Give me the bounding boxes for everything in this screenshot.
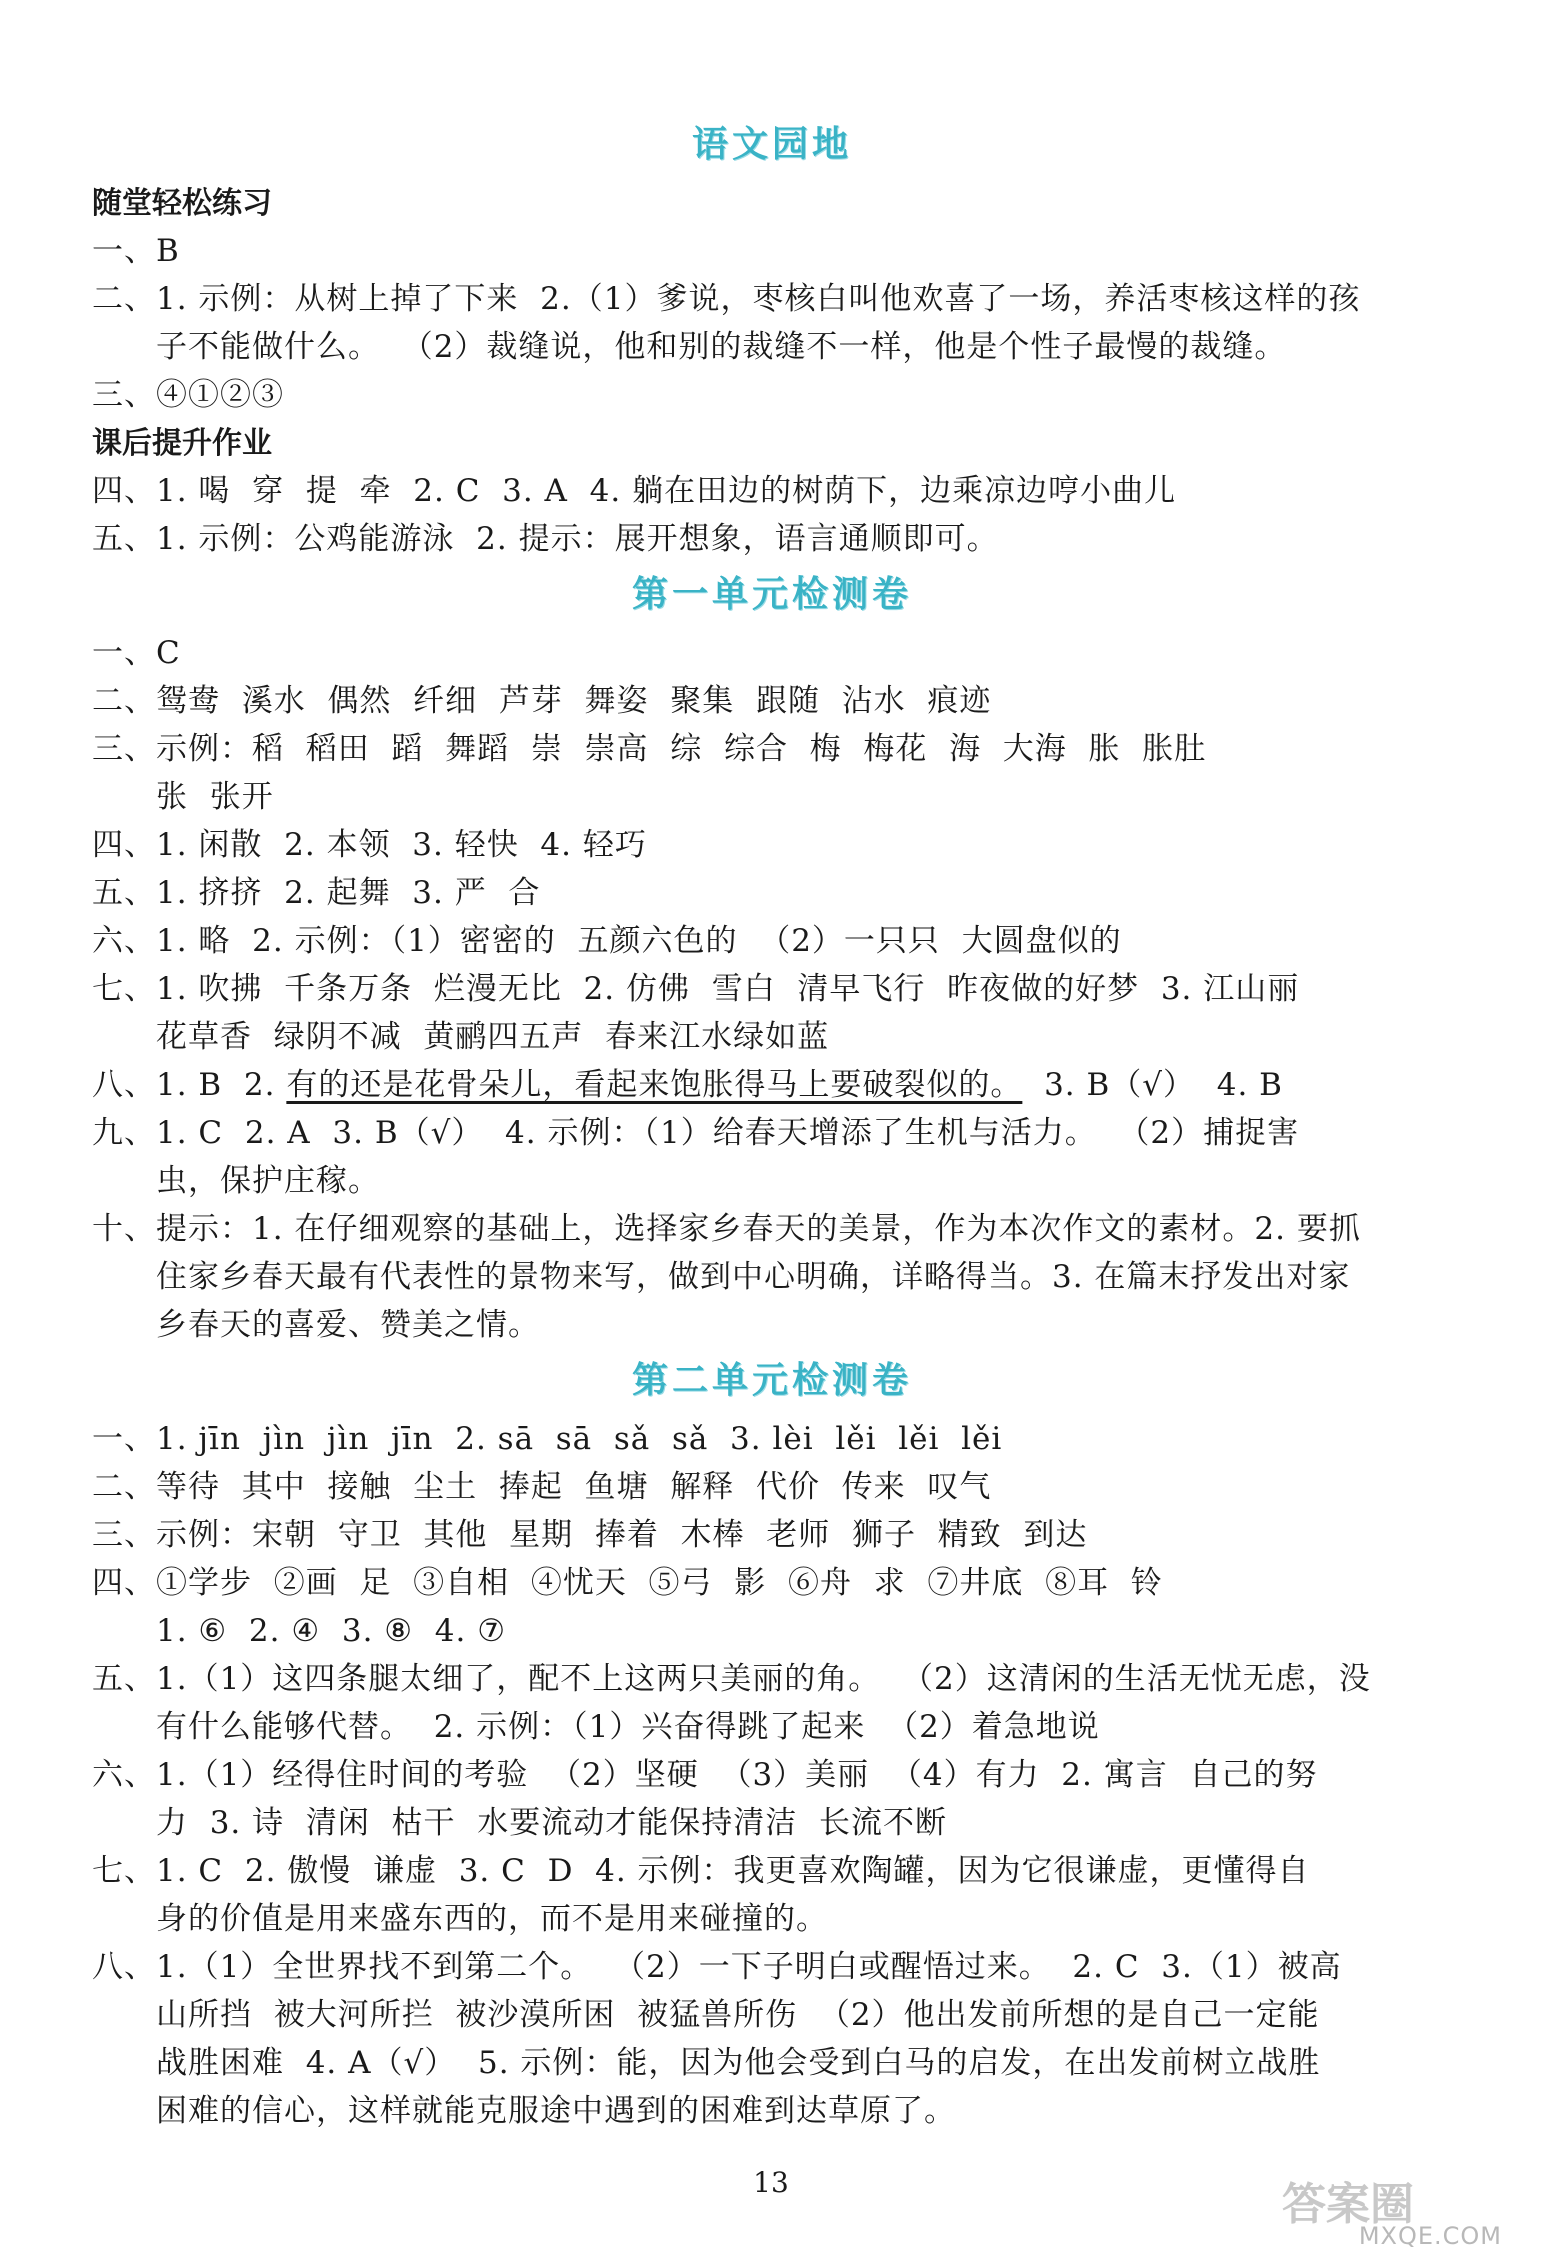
answer-line: 一、C (92, 635, 181, 671)
answer-line: 二、等待 其中 接触 尘土 捧起 鱼塘 解释 代价 传来 叹气 (92, 1469, 992, 1505)
answer-line: 一、B (92, 233, 180, 269)
answer-text: 八、1. B 2. (92, 1067, 287, 1103)
answer-line: 七、1. C 2. 傲慢 谦虚 3. C D 4. 示例：我更喜欢陶罐，因为它很谦虚，更懂得自 (92, 1853, 1310, 1889)
answer-line: 四、1. 喝 穿 提 牵 2. C 3. A 4. 躺在田边的树荫下，边乘凉边哼小曲儿 (92, 473, 1177, 509)
answer-line: 二、鸳鸯 溪水 偶然 纤细 芦芽 舞姿 聚集 跟随 沾水 痕迹 (92, 683, 992, 719)
page-number: 13 (753, 2166, 789, 2199)
page-content (92, 112, 1452, 2136)
answer-line: 七、1. 吹拂 千条万条 烂漫无比 2. 仿佛 雪白 清早飞行 昨夜做的好梦 3. 江山丽 (92, 971, 1300, 1007)
section-title: 第二单元检测卷 (631, 1360, 912, 1401)
answer-line: 五、1. 示例：公鸡能游泳 2. 提示：展开想象，语言通顺即可。 (92, 521, 999, 557)
answer-line: 乡春天的喜爱、赞美之情。 (156, 1307, 540, 1343)
answer-line: 三、④①②③ (92, 377, 284, 413)
answer-line: 战胜困难 4. A（√） 5. 示例：能，因为他会受到白马的启发，在出发前树立战胜 (156, 2045, 1321, 2081)
answer-line: 花草香 绿阴不减 黄鹂四五声 春来江水绿如蓝 (156, 1019, 830, 1055)
section-title: 第一单元检测卷 (631, 574, 912, 615)
answer-line: 六、1.（1）经得住时间的考验 （2）坚硬 （3）美丽 （4）有力 2. 寓言 自己的努 (92, 1757, 1318, 1793)
answer-line: 住家乡春天最有代表性的景物来写，做到中心明确，详略得当。3. 在篇末抒发出对家 (156, 1259, 1351, 1295)
answer-line: 五、1. 挤挤 2. 起舞 3. 严 合 (92, 875, 541, 911)
answer-line: 九、1. C 2. A 3. B（√） 4. 示例：（1）给春天增添了生机与活力。 （2）捕捉害 (92, 1115, 1300, 1151)
answer-line: 有什么能够代替。 2. 示例：（1）兴奋得跳了起来 （2）着急地说 (156, 1709, 1100, 1745)
answer-line (92, 1062, 1452, 1108)
answer-line: 八、1.（1）全世界找不到第二个。 （2）一下子明白或醒悟过来。 2. C 3.（1）被高 (92, 1949, 1342, 1985)
subsection-heading: 课后提升作业 (92, 426, 272, 461)
section-title: 语文园地 (691, 124, 852, 165)
answer-line: 三、示例：宋朝 守卫 其他 星期 捧着 木棒 老师 狮子 精致 到达 (92, 1517, 1088, 1553)
underlined-sentence: 有的还是花骨朵儿，看起来饱胀得马上要破裂似的。 (286, 1067, 1023, 1103)
answer-line: 困难的信心，这样就能克服途中遇到的困难到达草原了。 (156, 2093, 956, 2129)
answer-line: 1. ⑥ 2. ④ 3. ⑧ 4. ⑦ (156, 1613, 507, 1649)
answer-line: 虫，保护庄稼。 (156, 1163, 380, 1199)
answer-line: 三、示例：稻 稻田 蹈 舞蹈 崇 崇高 综 综合 梅 梅花 海 大海 胀 胀肚 (92, 731, 1207, 767)
answer-line: 身的价值是用来盛东西的，而不是用来碰撞的。 (156, 1901, 828, 1937)
answer-text: 3. B（√） 4. B (1022, 1067, 1283, 1103)
answer-line: 四、①学步 ②画 足 ③自相 ④忧天 ⑤弓 影 ⑥舟 求 ⑦井底 ⑧耳 铃 (92, 1565, 1163, 1601)
answer-line: 张 张开 (156, 779, 274, 815)
watermark (1222, 2168, 1502, 2250)
answer-line: 六、1. 略 2. 示例：（1）密密的 五颜六色的 （2）一只只 大圆盘似的 (92, 923, 1122, 959)
answer-line: 四、1. 闲散 2. 本领 3. 轻快 4. 轻巧 (92, 827, 647, 863)
answer-line: 子不能做什么。 （2）裁缝说，他和别的裁缝不一样，他是个性子最慢的裁缝。 (156, 329, 1287, 365)
answer-line: 力 3. 诗 清闲 枯干 水要流动才能保持清洁 长流不断 (156, 1805, 947, 1841)
answer-line: 山所挡 被大河所拦 被沙漠所困 被猛兽所伤 （2）他出发前所想的是自己一定能 (156, 1997, 1320, 2033)
watermark-url: MXQE.COM (1358, 2222, 1502, 2250)
answer-line: 二、1. 示例：从树上掉了下来 2.（1）爹说，枣核白叫他欢喜了一场，养活枣核这样的孩 (92, 281, 1361, 317)
answer-line: 十、提示：1. 在仔细观察的基础上，选择家乡春天的美景，作为本次作文的素材。2. 要抓 (92, 1211, 1361, 1247)
subsection-heading: 随堂轻松练习 (92, 186, 272, 221)
watermark-logo: 答案圈 (1282, 2179, 1414, 2230)
answer-line: 一、1. jīn jìn jìn jīn 2. sā sā sǎ sǎ 3. lèi lěi lěi lěi (92, 1421, 1003, 1457)
answer-line: 五、1.（1）这四条腿太细了，配不上这两只美丽的角。 （2）这清闲的生活无忧无虑，没 (92, 1661, 1371, 1697)
